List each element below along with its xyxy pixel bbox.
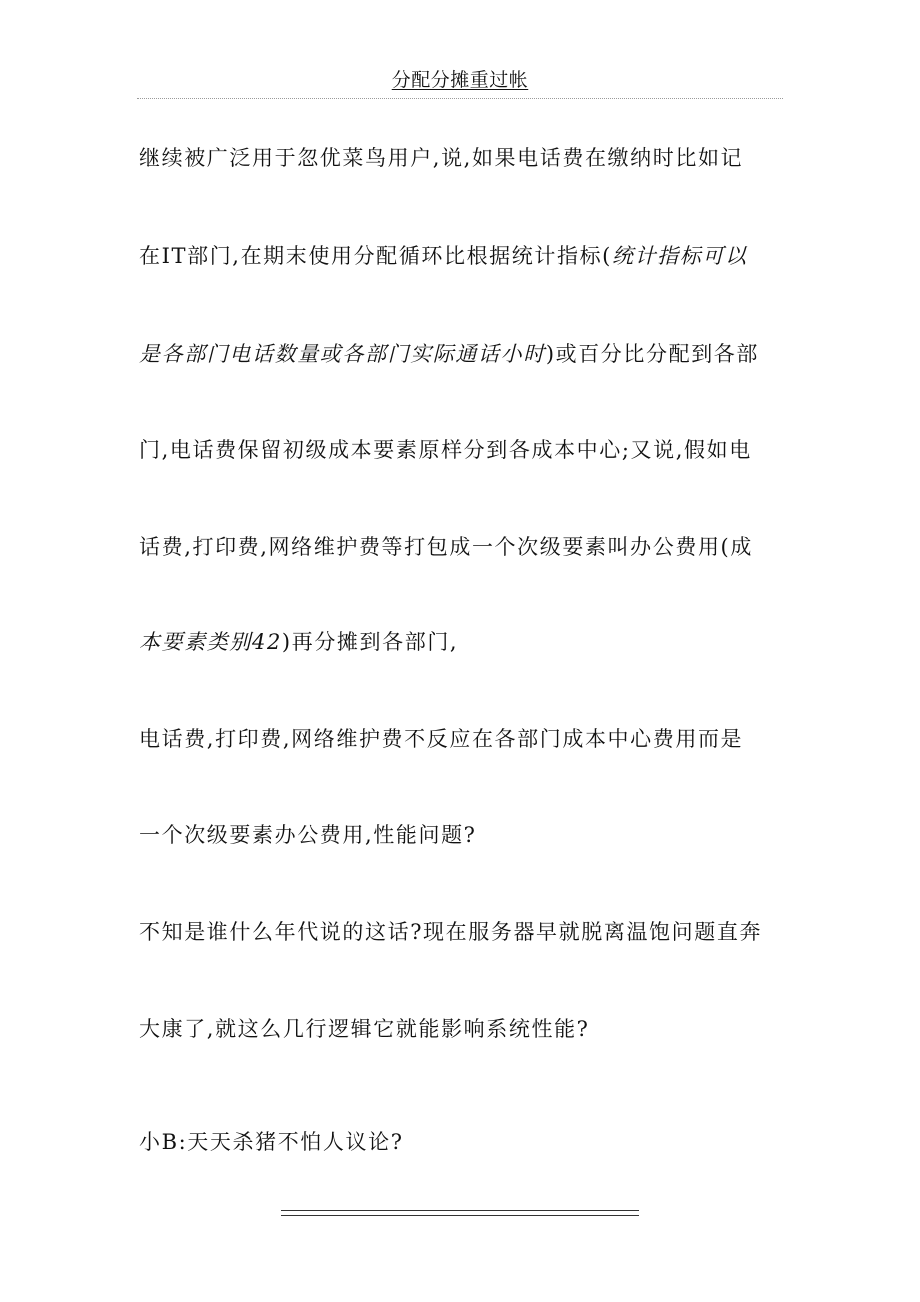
line-text: 不知是谁什么年代说的这话?现在服务器早就脱离温饱问题直奔 — [139, 920, 763, 944]
line-text: 话费,打印费,网络维护费等打包成一个次级要素叫办公费用(成 — [139, 535, 753, 559]
paragraph-line-9 — [139, 917, 789, 947]
line-text: 电话费,打印费,网络维护费不反应在各部门成本中心费用而是 — [139, 727, 744, 751]
paragraph-line-2 — [139, 241, 789, 271]
paragraph-line-10 — [139, 1014, 789, 1044]
paragraph-line-3 — [139, 339, 789, 369]
line-text: 小B:天天杀猪不怕人议论? — [139, 1130, 404, 1154]
line-text: 在IT部门,在期末使用分配循环比根据统计指标( — [139, 244, 612, 268]
paragraph-line-11 — [139, 1127, 789, 1157]
line-italic-text: 是各部门电话数量或各部门实际通话小时 — [139, 342, 546, 366]
line-text: 继续被广泛用于忽优菜鸟用户,说,如果电话费在缴纳时比如记 — [139, 146, 744, 170]
paragraph-line-4 — [139, 435, 789, 465]
paragraph-line-1 — [139, 143, 789, 173]
line-text: 门,电话费保留初级成本要素原样分到各成本中心;又说,假如电 — [139, 438, 752, 462]
line-text: )或百分比分配到各部 — [545, 342, 760, 366]
line-italic-text: 本要素类别42 — [139, 630, 282, 654]
page-header — [137, 62, 783, 99]
paragraph-line-6 — [139, 627, 789, 657]
document-title: 分配分摊重过帐 — [391, 69, 529, 91]
line-italic-text: 统计指标可以 — [611, 244, 748, 268]
footer-divider — [281, 1202, 639, 1216]
paragraph-line-8 — [139, 820, 789, 850]
line-text: 一个次级要素办公费用,性能问题? — [139, 823, 477, 847]
line-text: 大康了,就这么几行逻辑它就能影响系统性能? — [139, 1017, 590, 1041]
paragraph-line-7 — [139, 724, 789, 754]
line-text: )再分摊到各部门, — [281, 630, 459, 654]
paragraph-line-5 — [139, 532, 789, 562]
